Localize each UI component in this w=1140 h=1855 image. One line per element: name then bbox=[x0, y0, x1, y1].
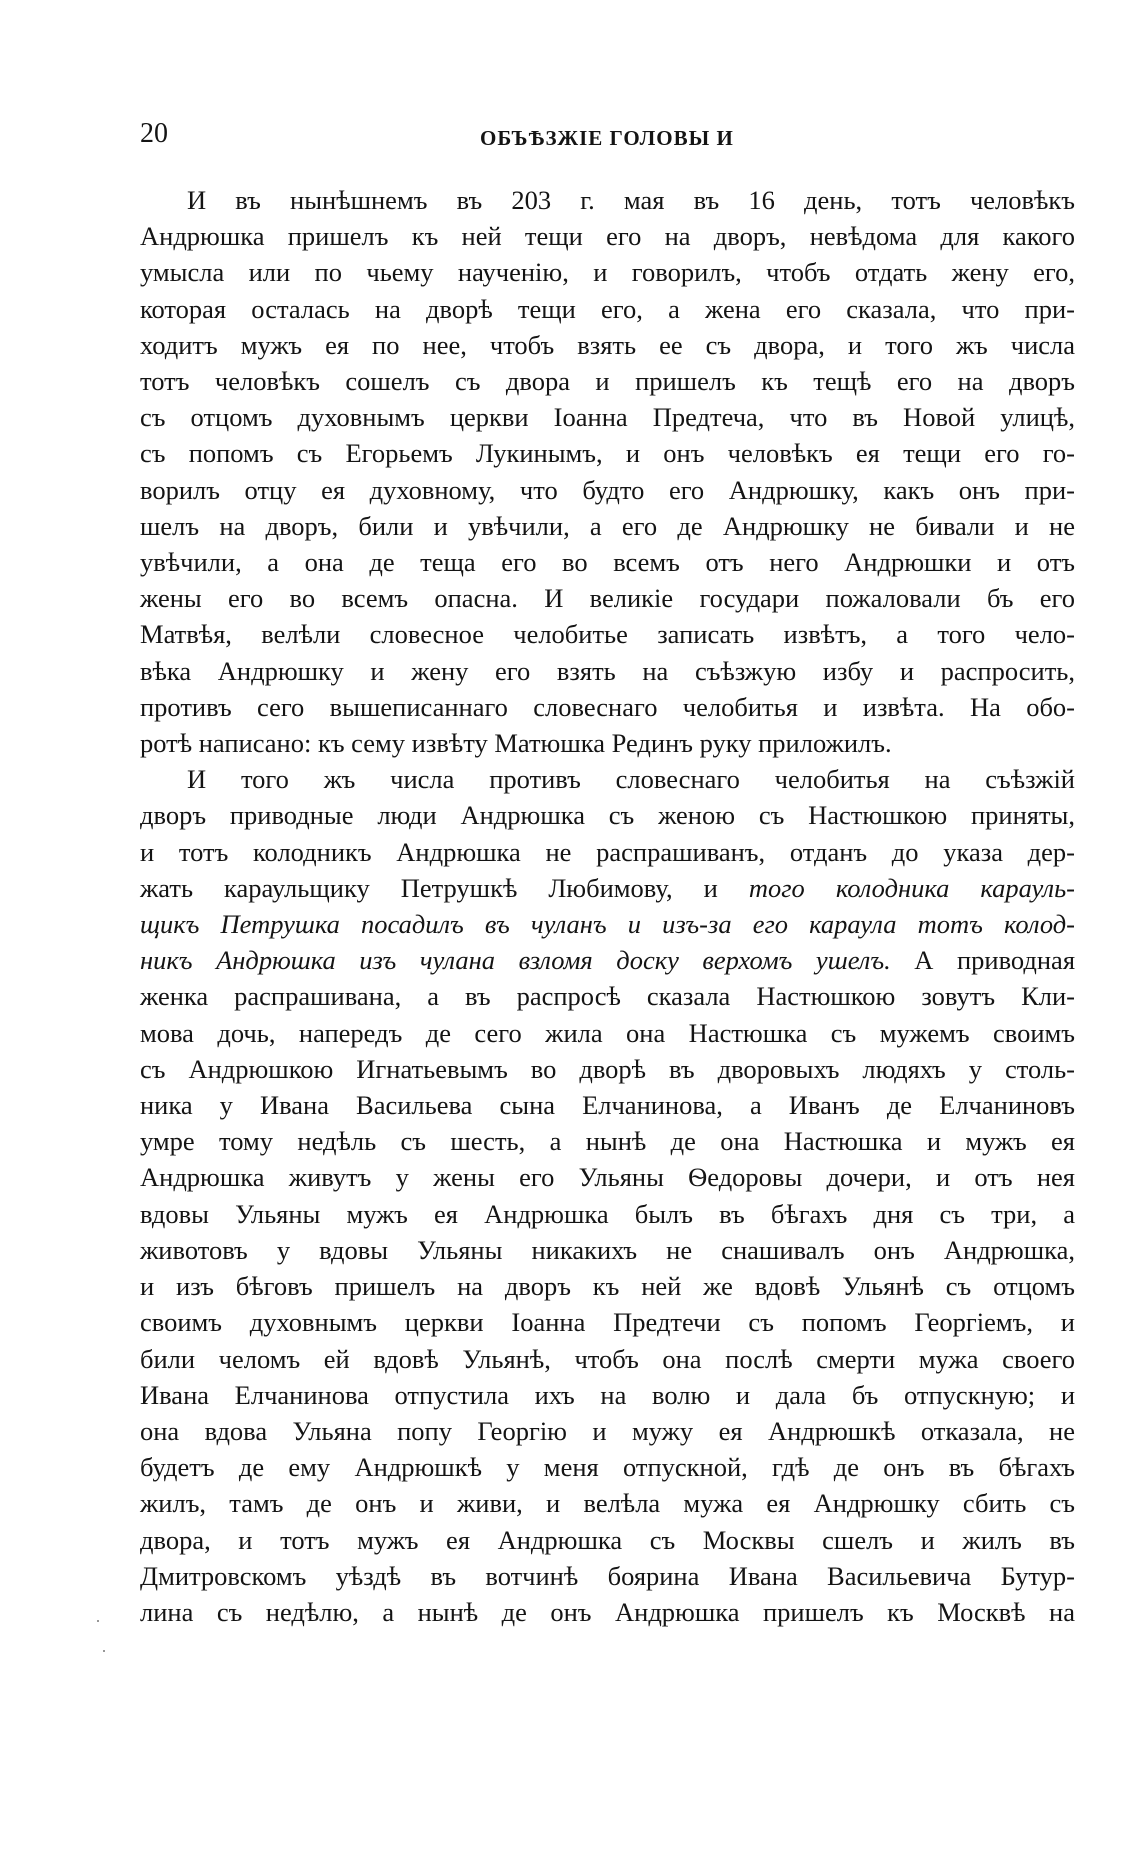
text-line: Ивана Елчанинова отпустила ихъ на волю и дала бъ отпускную; и bbox=[140, 1379, 1075, 1410]
text-line: двора, и тотъ мужъ ея Андрюшка съ Москвы сшелъ и жилъ въ bbox=[140, 1524, 1075, 1555]
text-line: ворилъ отцу ея духовному, что будто его Андрюшку, какъ онъ при- bbox=[140, 474, 1075, 505]
text-run: жать караульщику Петрушкѣ Любимову, и bbox=[140, 872, 718, 903]
italic-run: того колодника карауль- bbox=[748, 872, 1075, 903]
text-line-mixed bbox=[140, 870, 1075, 906]
text-line: вѣка Андрюшку и жену его взять на съѣзжую избу и распросить, bbox=[140, 655, 1075, 686]
text-line: ника у Ивана Васильева сына Елчанинова, а Иванъ де Елчаниновъ bbox=[140, 1090, 1075, 1121]
italic-line: щикъ Петрушка посадилъ въ чуланъ и изъ-за его караула тотъ колод- bbox=[140, 909, 1075, 940]
body-text bbox=[140, 182, 1075, 1630]
text-line: Андрюшка пришелъ къ ней тещи его на дворъ, невѣдома для какого bbox=[140, 221, 1075, 252]
text-line: мова дочь, напередъ де сего жила она Настюшка съ мужемъ своимъ bbox=[140, 1017, 1075, 1048]
text-line: съ отцомъ духовнымъ церкви Іоанна Предтеча, что въ Новой улицѣ, bbox=[140, 402, 1075, 433]
text-line: умре тому недѣль съ шесть, а нынѣ де она Настюшка и мужъ ея bbox=[140, 1126, 1075, 1157]
text-line-mixed bbox=[140, 942, 1075, 978]
text-line: Андрюшка живутъ у жены его Ульяны Ѳедоровы дочери, и отъ нея bbox=[140, 1162, 1075, 1193]
text-line: вдовы Ульяны мужъ ея Андрюшка былъ въ бѣгахъ дня съ три, а bbox=[140, 1198, 1075, 1229]
text-line: Дмитровскомъ уѣздѣ въ вотчинѣ боярина Ивана Васильевича Бутур- bbox=[140, 1560, 1075, 1591]
text-line: своимъ духовнымъ церкви Іоанна Предтечи съ попомъ Георгіемъ, и bbox=[140, 1307, 1075, 1338]
print-speck bbox=[103, 1650, 105, 1652]
text-line: и изъ бѣговъ пришелъ на дворъ къ ней же вдовѣ Ульянѣ съ отцомъ bbox=[140, 1271, 1075, 1302]
text-line: ходитъ мужъ ея по нее, чтобъ взять ее съ двора, и того жъ числа bbox=[140, 329, 1075, 360]
text-line: будетъ де ему Андрюшкѣ у меня отпускной, гдѣ де онъ въ бѣгахъ bbox=[140, 1452, 1075, 1483]
text-run: А приводная bbox=[914, 945, 1076, 976]
text-line: животовъ у вдовы Ульяны никакихъ не снашивалъ онъ Андрюшка, bbox=[140, 1234, 1075, 1265]
print-speck bbox=[97, 1620, 99, 1622]
text-line: ротѣ написано: къ сему извѣту Матюшка Рединъ руку приложилъ. bbox=[140, 728, 892, 759]
text-line: умысла или по чьему наученію, и говорилъ, чтобъ отдать жену его, bbox=[140, 257, 1075, 288]
text-line: она вдова Ульяна попу Георгію и мужу ея Андрюшкѣ отказала, не bbox=[140, 1415, 1075, 1446]
text-line: тотъ человѣкъ сошелъ съ двора и пришелъ къ тещѣ его на дворъ bbox=[140, 366, 1075, 397]
text-line: жены его во всемъ опасна. И великіе государи пожаловали бъ его bbox=[140, 583, 1075, 614]
italic-run: никъ Андрюшка изъ чулана взломя доску верхомъ ушелъ. bbox=[140, 945, 891, 976]
text-line: Матвѣя, велѣли словесное челобитье записать извѣтъ, а того чело- bbox=[140, 619, 1075, 650]
text-line: били челомъ ей вдовѣ Ульянѣ, чтобъ она послѣ смерти мужа своего bbox=[140, 1343, 1075, 1374]
page-number: 20 bbox=[140, 118, 168, 149]
text-line: женка распрашивана, а въ распросѣ сказала Настюшкою зовутъ Кли- bbox=[140, 981, 1075, 1012]
text-line: дворъ приводные люди Андрюшка съ женою съ Настюшкою приняты, bbox=[140, 800, 1075, 831]
text-line: и тотъ колодникъ Андрюшка не распрашиванъ, отданъ до указа дер- bbox=[140, 836, 1075, 867]
text-line: шелъ на дворъ, били и увѣчили, а его де Андрюшку не бивали и не bbox=[140, 510, 1075, 541]
text-line: И въ нынѣшнемъ въ 203 г. мая въ 16 день, тотъ человѣкъ bbox=[187, 185, 1075, 215]
text-line: съ попомъ съ Егорьемъ Лукинымъ, и онъ человѣкъ ея тещи его го- bbox=[140, 438, 1075, 469]
text-line: противъ сего вышеписаннаго словеснаго челобитья и извѣта. На обо- bbox=[140, 691, 1075, 722]
running-title: ОБЪѢЗЖІЕ ГОЛОВЫ И bbox=[480, 126, 734, 150]
text-line: увѣчили, а она де теща его во всемъ отъ него Андрюшки и отъ bbox=[140, 547, 1075, 578]
text-line: И того жъ числа противъ словеснаго челобитья на съѣзжій bbox=[187, 764, 1075, 795]
text-line: которая осталась на дворѣ тещи его, а жена его сказала, что при- bbox=[140, 293, 1075, 324]
text-line: съ Андрюшкою Игнатьевымъ во дворѣ въ дворовыхъ людяхъ у столь- bbox=[140, 1053, 1075, 1084]
text-line: жилъ, тамъ де онъ и живи, и велѣла мужа ея Андрюшку сбить съ bbox=[140, 1488, 1075, 1519]
page-header bbox=[140, 118, 1080, 158]
text-line: лина съ недѣлю, а нынѣ де онъ Андрюшка пришелъ къ Москвѣ на bbox=[140, 1596, 1075, 1627]
